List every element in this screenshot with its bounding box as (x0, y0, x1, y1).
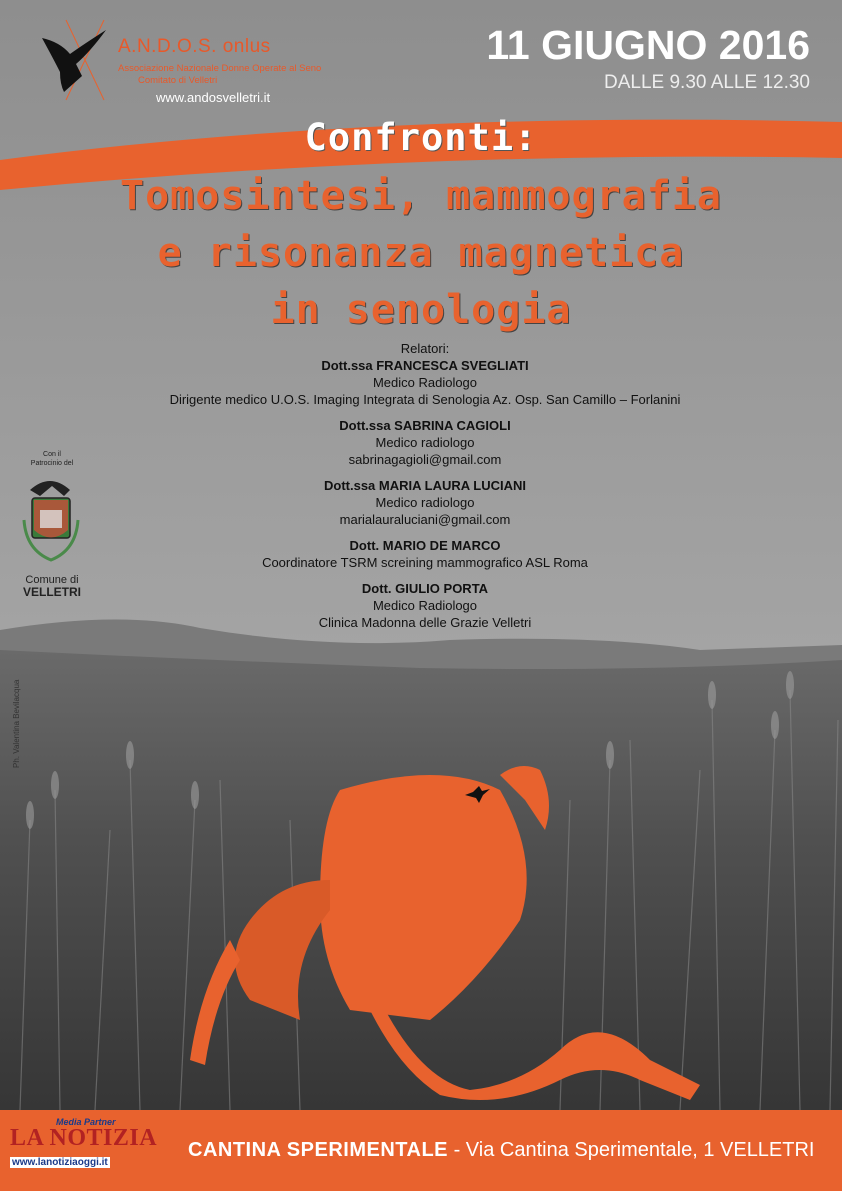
speaker-detail: Dirigente medico U.O.S. Imaging Integrata di Senologia Az. Osp. San Camillo – Forlanini (169, 392, 681, 407)
comune-text: Comune di (25, 574, 79, 586)
comune-label (14, 574, 90, 599)
speakers-section (100, 340, 750, 631)
org-line-2: Comitato di Velletri (138, 75, 218, 86)
speaker-email[interactable]: sabrinagagioli@gmail.com (348, 452, 502, 467)
org-line-1: Associazione Nazionale Donne Operate al Seno (118, 63, 322, 74)
headline (0, 168, 842, 339)
speaker-name: Dott.ssa FRANCESCA SVEGLIATI (321, 358, 529, 373)
speakers-heading: Relatori: (400, 341, 450, 356)
venue-address: - Via Cantina Sperimentale, 1 VELLETRI (453, 1139, 815, 1161)
city-name: VELLETRI (22, 585, 81, 599)
speaker-detail: Clinica Madonna delle Grazie Velletri (318, 615, 532, 630)
headline-line-1: Tomosintesi, mammografia (120, 173, 722, 219)
venue (188, 1139, 815, 1162)
speaker-name: Dott.ssa SABRINA CAGIOLI (339, 418, 511, 433)
speaker-role: Medico Radiologo (372, 375, 478, 390)
event-time: DALLE 9.30 ALLE 12.30 (604, 72, 810, 93)
speaker-name: Dott.ssa MARIA LAURA LUCIANI (324, 478, 526, 493)
speaker-role: Medico radiologo (375, 435, 475, 450)
headline-line-3: in senologia (270, 287, 572, 333)
speaker-email[interactable]: marialauraluciani@gmail.com (339, 512, 511, 527)
patronage-label (14, 450, 90, 468)
patronage-line-2: Patrocinio del (30, 460, 74, 467)
org-description (118, 63, 321, 87)
title-lead: Confronti: (304, 116, 538, 159)
headline-line-2: e risonanza magnetica (157, 230, 685, 276)
speaker-role: Coordinatore TSRM screining mammografico ASL Roma (262, 555, 588, 570)
media-partner-label: Media Partner (56, 1117, 116, 1127)
speaker-role: Medico Radiologo (372, 598, 478, 613)
venue-name: CANTINA SPERIMENTALE (188, 1139, 448, 1161)
media-partner-link[interactable]: www.lanotiziaoggi.it (12, 1157, 108, 1168)
org-website-link[interactable]: www.andosvelletri.it (156, 90, 271, 105)
speaker-role: Medico radiologo (375, 495, 475, 510)
speaker-name: Dott. GIULIO PORTA (361, 581, 489, 596)
event-date: 11 GIUGNO 2016 (486, 22, 810, 68)
media-partner-logo: LA NOTIZIA (10, 1125, 158, 1151)
photo-credit: Ph. Valentina Bevilacqua (12, 679, 21, 768)
speaker-name: Dott. MARIO DE MARCO (349, 538, 501, 553)
org-name: A.N.D.O.S. onlus (118, 36, 271, 57)
patronage-line-1: Con il (43, 451, 61, 458)
